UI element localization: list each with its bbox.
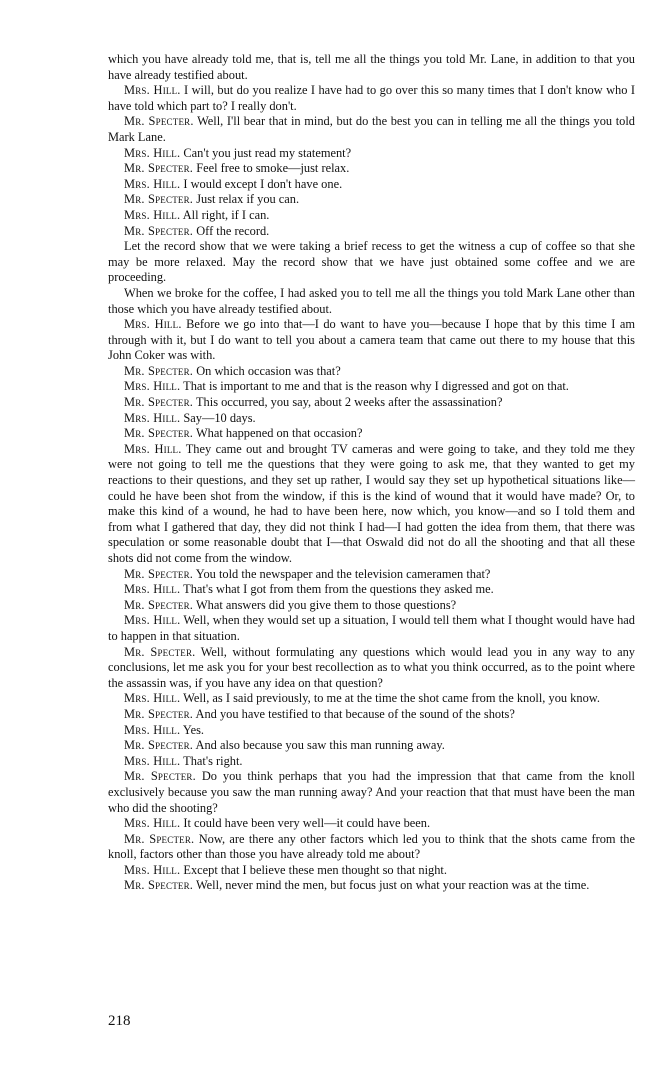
paragraph-text: Feel free to smoke—just relax. <box>196 161 350 176</box>
paragraph-text: which you have already told me, that is, tell me all the things you told Mr. Lane, in addition to that you have already testified about. <box>108 52 635 82</box>
page-number: 218 <box>108 1013 131 1029</box>
paragraph-text: You told the newspaper and the television cameramen that? <box>195 566 491 581</box>
paragraph-text: Well, as I said previously, to me at the time the shot came from the knoll, you know. <box>183 691 601 706</box>
speaker-label: Mr. Specter. <box>124 597 194 612</box>
testimony-paragraph <box>108 364 635 380</box>
paragraph-text: When we broke for the coffee, I had asked you to tell me all the things you told Mark Lane other than those which you have already testified about. <box>108 285 635 316</box>
testimony-paragraph <box>108 426 635 442</box>
speaker-label: Mr. Specter. <box>124 831 195 846</box>
speaker-label: Mr. Specter. <box>124 192 194 207</box>
paragraph-text: I will, but do you realize I have had to go over this so many times that I don't know who I have told which part to? I really don't. <box>108 83 635 113</box>
testimony-paragraph <box>108 192 635 208</box>
testimony-paragraph <box>108 707 635 723</box>
speaker-label: Mrs. Hill. <box>124 753 181 768</box>
testimony-paragraph <box>108 317 635 364</box>
speaker-label: Mr. Specter. <box>124 738 194 753</box>
speaker-label: Mrs. Hill. <box>124 691 181 706</box>
testimony-page <box>108 52 635 894</box>
paragraph-text: And also because you saw this man running away. <box>195 738 445 753</box>
testimony-paragraph <box>108 613 635 644</box>
paragraph-text: Just relax if you can. <box>196 192 300 207</box>
paragraph-text: Can't you just read my statement? <box>183 145 352 160</box>
testimony-paragraph <box>108 723 635 739</box>
testimony-paragraph <box>108 691 635 707</box>
testimony-paragraph <box>108 567 635 583</box>
speaker-label: Mrs. Hill. <box>124 83 181 98</box>
speaker-label: Mr. Specter. <box>124 426 194 441</box>
paragraph-text: And you have testified to that because of the sound of the shots? <box>195 706 515 721</box>
testimony-paragraph <box>108 224 635 240</box>
paragraph-text: Off the record. <box>196 223 270 238</box>
testimony-paragraph <box>108 52 635 83</box>
paragraph-text: On which occasion was that? <box>196 363 341 378</box>
speaker-label: Mrs. Hill. <box>124 145 181 160</box>
speaker-label: Mr. Specter. <box>124 769 196 784</box>
paragraph-text: That's what I got from them from the questions they asked me. <box>183 582 494 597</box>
speaker-label: Mrs. Hill. <box>124 613 181 628</box>
testimony-paragraph <box>108 598 635 614</box>
testimony-paragraph <box>108 208 635 224</box>
testimony-paragraph <box>108 286 635 317</box>
speaker-label: Mrs. Hill. <box>124 317 182 332</box>
speaker-label: Mr. Specter. <box>124 395 194 410</box>
paragraph-text: Yes. <box>182 722 205 737</box>
testimony-paragraph <box>108 816 635 832</box>
paragraph-text: Well, never mind the men, but focus just on what your reaction was at the time. <box>195 878 590 893</box>
testimony-paragraph <box>108 738 635 754</box>
paragraph-text: That's right. <box>183 753 243 768</box>
paragraph-text: Let the record show that we were taking a brief recess to get the witness a cup of coffee so that she may be more relaxed. May the record show that we have just obtained some coffee and we are proceeding. <box>108 239 635 285</box>
speaker-label: Mr. Specter. <box>124 114 194 129</box>
speaker-label: Mrs. Hill. <box>124 441 182 456</box>
speaker-label: Mrs. Hill. <box>124 862 181 877</box>
paragraph-text: That is important to me and that is the reason why I digressed and got on that. <box>183 379 569 394</box>
testimony-paragraph <box>108 442 635 567</box>
testimony-paragraph <box>108 177 635 193</box>
testimony-paragraph <box>108 146 635 162</box>
paragraph-text: Before we go into that—I do want to have you—because I hope that by this time I am through with it, but I do want to tell you about a camera team that came out there to my house that this John Coker was with. <box>108 317 635 363</box>
speaker-label: Mr. Specter. <box>124 706 194 721</box>
speaker-label: Mrs. Hill. <box>124 176 181 191</box>
paragraph-text: They came out and brought TV cameras and were going to take, and they told me they were not going to tell me the questions that they were going to ask me, that they wanted to get my reactions to their questions, and they set up rather, I would say they set up hypothetical situations like—could he have been shot from the window, if this is the kind of wound that it would have made? Or, to make this kind of a wound, he had to have been here, now which, you know—and so I told them and from what I gathered that day, they did not think I had—I had gotten the idea from them, that there was speculation or some reasonable doubt that I—that Oswald did not do all the shooting and that all these shots did not come from the window. <box>108 441 636 565</box>
paragraph-text: Say—10 days. <box>183 410 256 425</box>
paragraph-text: All right, if I can. <box>182 207 270 222</box>
speaker-label: Mr. Specter. <box>124 161 194 176</box>
speaker-label: Mr. Specter. <box>124 878 194 893</box>
testimony-paragraph <box>108 114 635 145</box>
paragraph-text: Do you think perhaps that you had the impression that that came from the knoll exclusively because you saw the man running away? And your reaction that that must have been the man who did the shooting? <box>108 769 635 815</box>
testimony-paragraph <box>108 83 635 114</box>
paragraph-text: What answers did you give them to those questions? <box>195 597 457 612</box>
speaker-label: Mr. Specter. <box>124 363 194 378</box>
speaker-label: Mrs. Hill. <box>124 410 181 425</box>
speaker-label: Mrs. Hill. <box>124 379 181 394</box>
testimony-paragraph <box>108 411 635 427</box>
speaker-label: Mr. Specter. <box>124 644 196 659</box>
paragraph-text: Now, are there any other factors which led you to think that the shots came from the knoll, factors other than those you have already told me about? <box>108 831 635 862</box>
speaker-label: Mrs. Hill. <box>124 722 181 737</box>
testimony-paragraph <box>108 239 635 286</box>
paragraph-text: Well, when they would set up a situation, I would tell them what I thought would have had to happen in that situation. <box>108 613 635 643</box>
testimony-paragraph <box>108 863 635 879</box>
testimony-paragraph <box>108 754 635 770</box>
paragraph-text: Except that I believe these men thought so that night. <box>183 862 447 877</box>
speaker-label: Mrs. Hill. <box>124 207 181 222</box>
paragraph-text: Well, without formulating any questions which would lead you in any way to any conclusions, let me ask you for your best recollection as to what you think occurred, as to the point where the assassin was, if you have any idea on that question? <box>108 644 636 690</box>
paragraph-text: Well, I'll bear that in mind, but do the best you can in telling me all the things you told Mark Lane. <box>108 114 636 144</box>
testimony-paragraph <box>108 161 635 177</box>
paragraph-text: This occurred, you say, about 2 weeks after the assassination? <box>195 395 503 410</box>
speaker-label: Mrs. Hill. <box>124 582 181 597</box>
testimony-paragraph <box>108 395 635 411</box>
speaker-label: Mr. Specter. <box>124 566 194 581</box>
testimony-paragraph <box>108 645 635 692</box>
paragraph-text: It could have been very well—it could have been. <box>183 816 431 831</box>
testimony-paragraph <box>108 832 635 863</box>
paragraph-text: What happened on that occasion? <box>195 426 363 441</box>
testimony-paragraph <box>108 379 635 395</box>
speaker-label: Mrs. Hill. <box>124 816 181 831</box>
speaker-label: Mr. Specter. <box>124 223 194 238</box>
testimony-paragraph <box>108 769 635 816</box>
testimony-paragraph <box>108 582 635 598</box>
paragraph-text: I would except I don't have one. <box>183 176 343 191</box>
testimony-paragraph <box>108 878 635 894</box>
